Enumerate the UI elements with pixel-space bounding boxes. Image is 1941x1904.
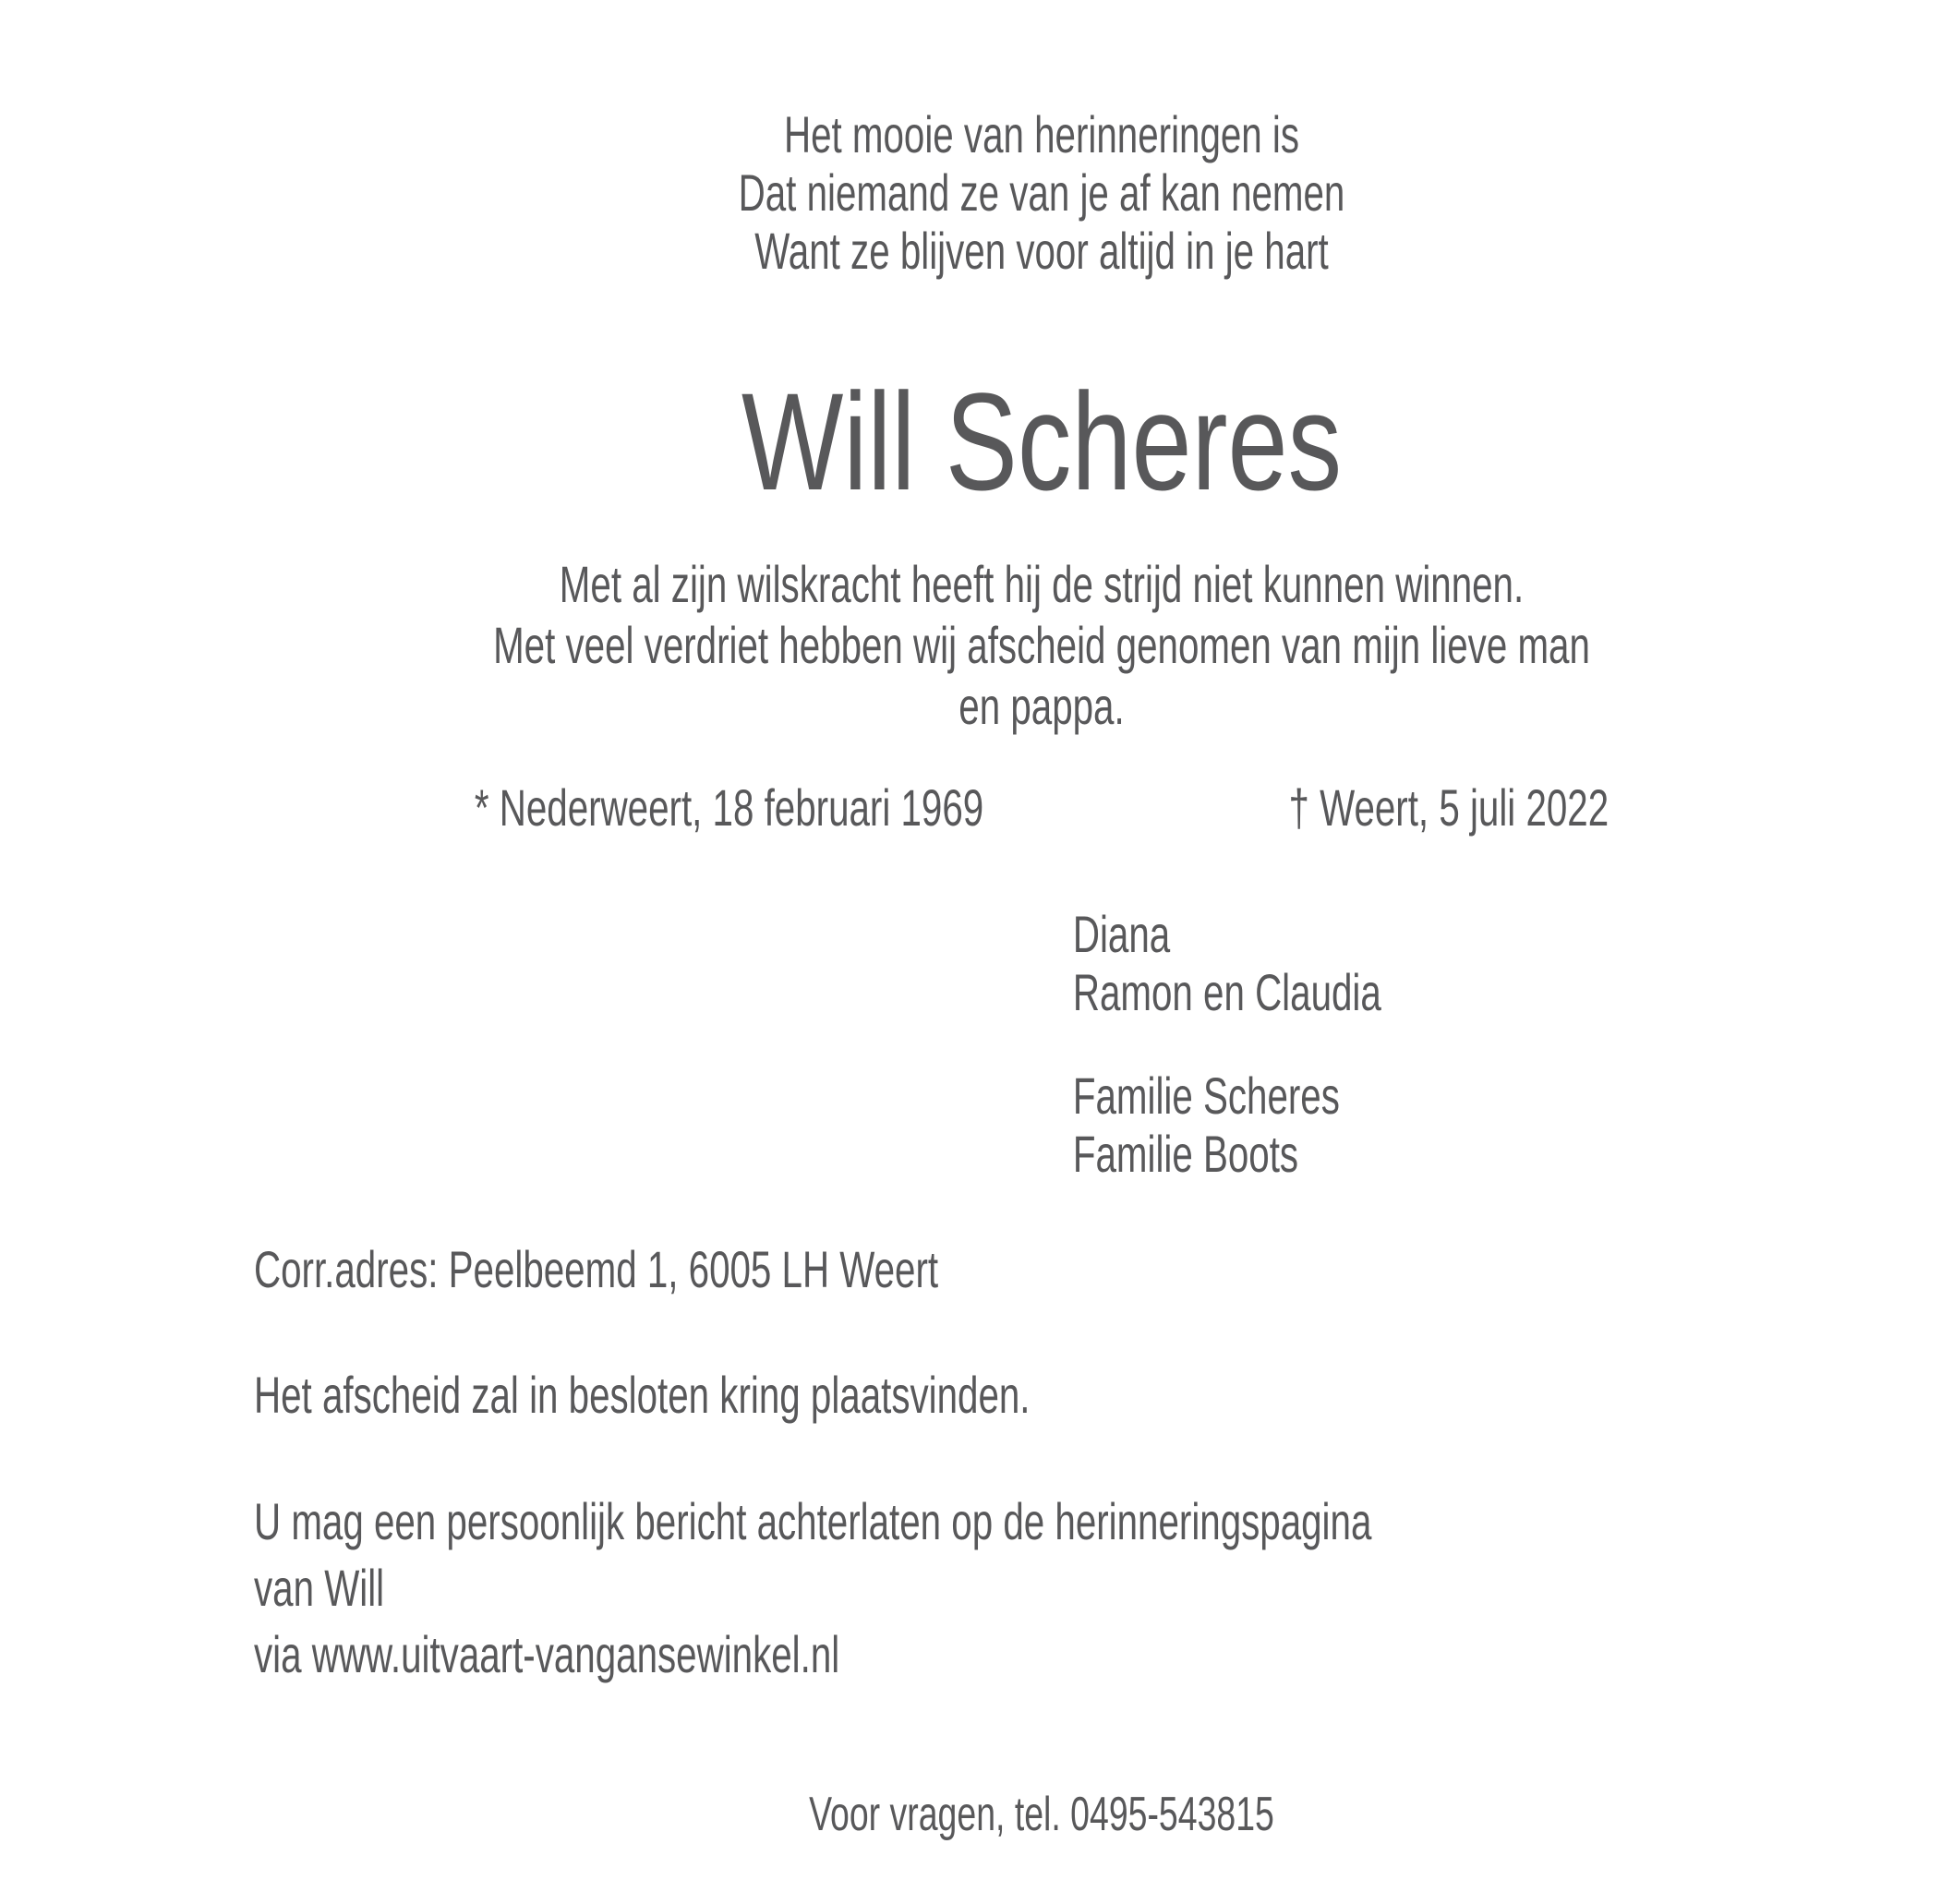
memorial-page-note xyxy=(254,1488,1388,1688)
death-date: † Weert, 5 juli 2022 xyxy=(1288,778,1609,837)
relatives-spacer xyxy=(1073,1021,1609,1066)
opening-poem xyxy=(475,105,1609,280)
memorial-note-line-2: via www.uitvaart-vangansewinkel.nl xyxy=(254,1625,840,1683)
relative-name: Diana xyxy=(1072,905,1171,963)
birth-date: * Nederweert, 18 februari 1969 xyxy=(474,778,984,837)
ceremony-note: Het afscheid zal in besloten kring plaatsvinden. xyxy=(254,1366,1031,1424)
farewell-message xyxy=(475,554,1609,737)
correspondence-address: Corr.adres: Peelbeemd 1, 6005 LH Weert xyxy=(254,1240,939,1298)
farewell-message-line-1: Met al zijn wilskracht heeft hij de strijd niet kunnen winnen. xyxy=(559,555,1525,613)
farewell-message-line-2: Met veel verdriet hebben wij afscheid genomen van mijn lieve man en pappa. xyxy=(493,616,1590,735)
deceased-name: Will Scheres xyxy=(741,364,1343,519)
contact-phone: Voor vragen, tel. 0495-543815 xyxy=(809,1788,1274,1841)
relative-name: Ramon en Claudia xyxy=(1072,963,1381,1021)
memorial-card xyxy=(0,105,1941,1904)
memorial-note-line-1: U mag een persoonlijk bericht achterlaten op de herinneringspagina van Will xyxy=(254,1492,1372,1617)
poem-line-1: Het mooie van herinneringen is xyxy=(783,105,1300,163)
family-name: Familie Scheres xyxy=(1072,1066,1340,1125)
poem-line-3: Want ze blijven voor altijd in je hart xyxy=(754,222,1329,280)
relatives-list xyxy=(475,905,1609,1183)
life-dates-row xyxy=(475,778,1609,837)
poem-line-2: Dat niemand ze van je af kan nemen xyxy=(738,163,1345,222)
family-name: Familie Boots xyxy=(1072,1125,1299,1183)
card-content xyxy=(0,105,1941,1840)
